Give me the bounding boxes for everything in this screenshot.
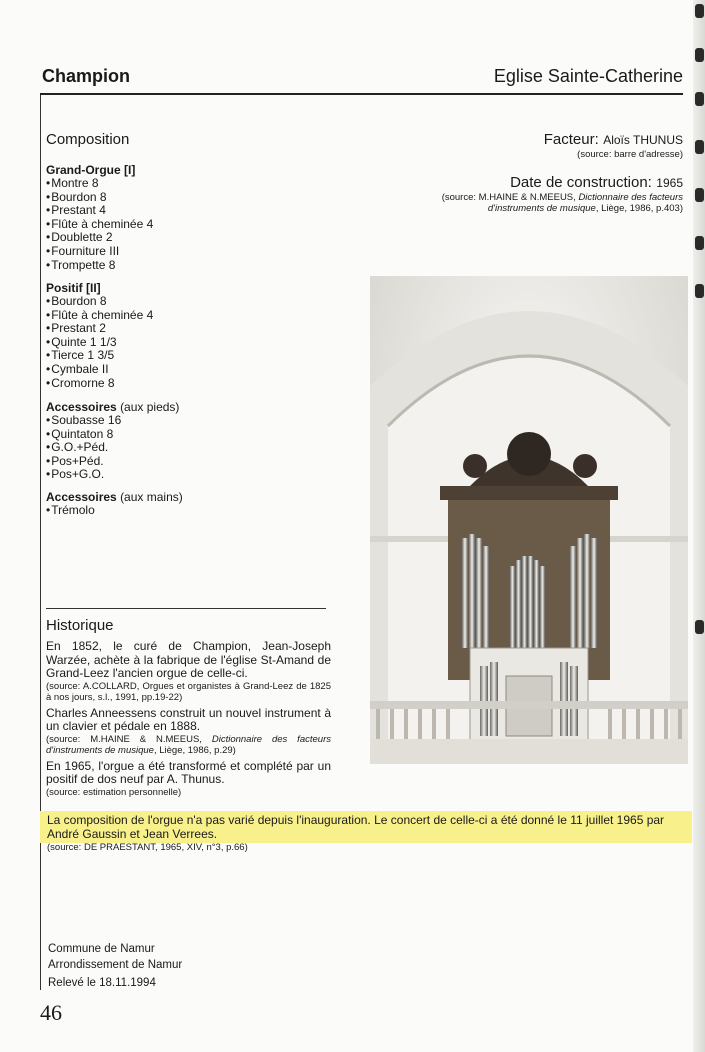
list-item: • Bourdon 8 (46, 295, 153, 309)
list-item: • Quinte 1 1/3 (46, 336, 153, 350)
list-item: • Trompette 8 (46, 259, 153, 273)
accessoires-pieds-section (46, 400, 179, 482)
historique-source: (source: A.COLLARD, Orgues et organistes à Grand-Leez de 1825 à nos jours, s.l., 1991, pp.19-22) (46, 680, 331, 703)
grand-orgue-section (46, 163, 153, 272)
list-item: • Cymbale II (46, 363, 153, 377)
list-item: • Flûte à cheminée 4 (46, 309, 153, 323)
list-item: • Cromorne 8 (46, 377, 153, 391)
list-item: • Prestant 2 (46, 322, 153, 336)
releve-line: Relevé le 18.11.1994 (48, 977, 156, 989)
organ-photograph (370, 276, 688, 764)
construction-source: (source: M.HAINE & N.MEEUS, Dictionnaire des facteurs d'instruments de musique, Liège, 1986, p.403) (441, 192, 683, 214)
list-item: • Flûte à cheminée 4 (46, 218, 153, 232)
organ-illustration (370, 276, 688, 764)
binder-mark (695, 4, 704, 18)
facteur-name: Aloïs THUNUS (603, 133, 683, 147)
positif-stops (46, 295, 153, 390)
list-item: • Fourniture III (46, 245, 153, 259)
list-item: • Pos+Péd. (46, 455, 179, 469)
arrondissement-line: Arrondissement de Namur (48, 959, 183, 971)
commune-line: Commune de Namur (48, 943, 155, 955)
binder-mark (695, 140, 704, 154)
accessoires-mains-section (46, 490, 183, 518)
accessoires-pieds-list (46, 414, 179, 482)
historique-paragraph: En 1852, le curé de Champion, Jean-Joseph Warzée, achète à la fabrique de l'église St-Amand de Grand-Leez l'ancien orgue de celle-ci. (46, 639, 331, 680)
place-title: Champion (42, 66, 130, 86)
grand-orgue-stops (46, 177, 153, 272)
left-margin-rule (40, 95, 41, 990)
historique-section (46, 617, 331, 802)
list-item: • Trémolo (46, 504, 183, 518)
highlighted-note: La composition de l'orgue n'a pas varié depuis l'inauguration. Le concert de celle-ci a été donné le 11 juillet 1965 par André Gaussin et Jean Verrees. (47, 813, 665, 841)
list-item: • Pos+G.O. (46, 468, 179, 482)
page-number: 46 (40, 1000, 62, 1025)
header-rule (40, 93, 683, 95)
positif-title: Positif [II] (46, 281, 101, 295)
highlighted-note-source: (source: DE PRAESTANT, 1965, XIV, n°3, p.66) (47, 842, 248, 853)
composition-title: Composition (46, 131, 130, 148)
facteur-block (544, 131, 683, 160)
historique-paragraph: Charles Anneessens construit un nouvel instrument à un clavier et pédale en 1888. (46, 705, 331, 733)
list-item: • Doublette 2 (46, 231, 153, 245)
church-title: Eglise Sainte-Catherine (493, 66, 683, 86)
list-item: • Tierce 1 3/5 (46, 349, 153, 363)
historique-source: (source: M.HAINE & N.MEEUS, Dictionnaire des facteurs d'instruments de musique, Liège, 1986, p.29) (46, 733, 331, 756)
list-item: • Bourdon 8 (46, 191, 153, 205)
accessoires-pieds-title: Accessoires (aux pieds) (46, 400, 180, 414)
construction-label: Date de construction: (510, 174, 652, 191)
accessoires-mains-list (46, 504, 183, 518)
list-item: • G.O.+Péd. (46, 441, 179, 455)
binder-mark (695, 236, 704, 250)
historique-rule (46, 608, 326, 609)
binder-mark (695, 188, 704, 202)
grand-orgue-title: Grand-Orgue [I] (46, 163, 136, 177)
list-item: • Quintaton 8 (46, 428, 179, 442)
construction-block (393, 174, 683, 214)
construction-year: 1965 (656, 176, 683, 190)
facteur-source: (source: barre d'adresse) (577, 149, 683, 160)
list-item: • Montre 8 (46, 177, 153, 191)
positif-section (46, 281, 153, 390)
binder-mark (695, 92, 704, 106)
list-item: • Soubasse 16 (46, 414, 179, 428)
facteur-label: Facteur: (543, 131, 599, 148)
accessoires-mains-title: Accessoires (aux mains) (46, 490, 183, 504)
historique-paragraph: En 1965, l'orgue a été transformé et complété par un positif de dos neuf par A. Thunus. (46, 758, 331, 786)
binder-mark (695, 48, 704, 62)
historique-source: (source: estimation personnelle) (46, 786, 182, 798)
page-edge-strip (693, 0, 705, 1052)
binder-mark (695, 284, 704, 298)
list-item: • Prestant 4 (46, 204, 153, 218)
historique-title: Historique (46, 617, 114, 634)
binder-mark (695, 620, 704, 634)
